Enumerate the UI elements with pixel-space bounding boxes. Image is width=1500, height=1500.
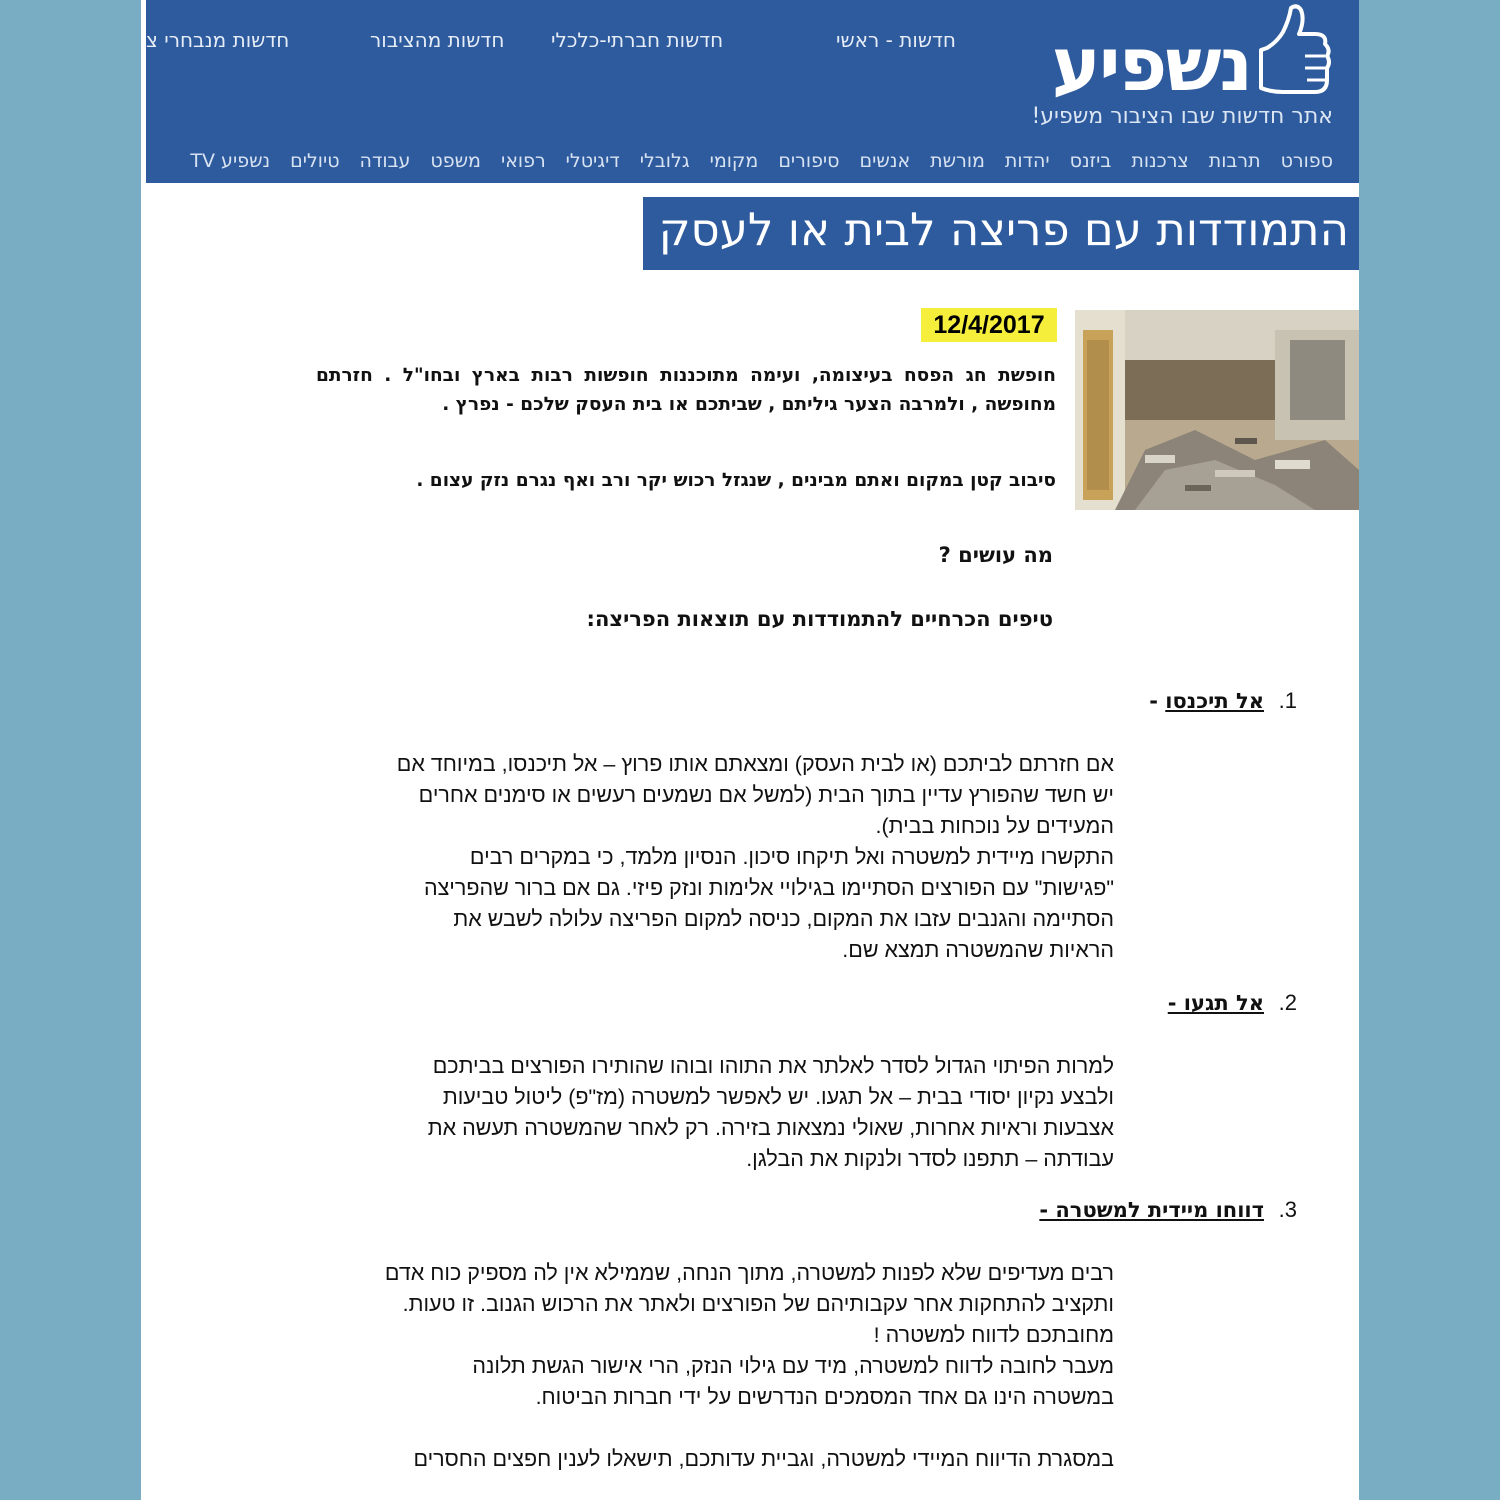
tip-1-line: הראיות שהמשטרה תמצא שם.	[842, 938, 1114, 962]
top-nav-item-social-economic[interactable]: חדשות חברתי-כלכלי	[551, 28, 724, 52]
article-title-bar	[643, 197, 1359, 270]
top-nav-item-news-main[interactable]: חדשות - ראשי	[836, 28, 956, 52]
tip-1-line: התקשרו מיידית למשטרה ואל תיקחו סיכון. הנסיון מלמד, כי במקרים רבים	[469, 845, 1114, 869]
tip-3-line: מעבר לחובה לדווח למשטרה, מיד עם גילוי הנזק, הרי אישור הגשת תלונה	[472, 1354, 1114, 1378]
category-work[interactable]: עבודה	[359, 150, 411, 172]
top-nav-item-public-news[interactable]: חדשות מהציבור	[370, 28, 505, 52]
article-date: 12/4/2017	[921, 308, 1057, 342]
site-masthead	[146, 0, 1359, 183]
tip-3-number: 3.	[1278, 1197, 1297, 1222]
category-local[interactable]: מקומי	[709, 150, 759, 172]
tip-1-heading	[1149, 688, 1297, 714]
closing-paragraph: במסגרת הדיווח המיידי למשטרה, וגביית עדותכם, תישאלו לענין חפצים החסרים	[413, 1447, 1114, 1471]
tip-2-line: עבודתה – תתפנו לסדר ולנקות את הבלגן.	[746, 1147, 1114, 1171]
tip-1-line: הסתיימה והגנבים עזבו את המקום, כניסה למקום הפריצה עלולה לשבש את	[453, 907, 1114, 931]
tip-2-line: אצבעות וראיות אחרות, שאולי נמצאות בזירה. רק לאחר שהמשטרה תעשה את	[427, 1116, 1114, 1140]
article-photo	[1075, 310, 1359, 510]
thumbs-up-icon	[1253, 4, 1333, 96]
tip-3-line: במשטרה הינו גם אחד המסמכים הנדרשים על ידי חברות הביטוח.	[535, 1385, 1114, 1409]
tip-1-line: המעידים על נוכחות בבית).	[875, 814, 1114, 838]
site-logo[interactable]: נשפיע	[1051, 22, 1251, 108]
top-navigation	[146, 28, 1006, 58]
category-law[interactable]: משפט	[430, 150, 481, 172]
tip-1-title: אל תיכנסו	[1165, 689, 1264, 713]
category-judaism[interactable]: יהדות	[1004, 150, 1050, 172]
article-intro-paragraph-2: סיבוב קטן במקום ואתם מבינים , שנגזל רכוש יקר ורב ואף נגרם נזק עצום .	[416, 470, 1056, 491]
category-culture[interactable]: תרבות	[1208, 150, 1261, 172]
site-tagline: אתר חדשות שבו הציבור משפיע!	[1031, 104, 1333, 129]
tip-1-line: יש חשד שהפורץ עדיין בתוך הבית (למשל אם נשמעים רעשים או סימנים אחרים	[418, 783, 1114, 807]
category-tv[interactable]: נשפיע TV	[190, 150, 271, 172]
question-heading: מה עושים ?	[938, 543, 1053, 567]
tip-3-body	[385, 1258, 1114, 1413]
category-digital[interactable]: דיגיטלי	[565, 150, 620, 172]
tip-3-heading	[1039, 1197, 1297, 1223]
tips-heading: טיפים הכרחיים להתמודדות עם תוצאות הפריצה:	[586, 607, 1053, 631]
tip-2-body	[428, 1051, 1114, 1175]
category-medical[interactable]: רפואי	[500, 150, 546, 172]
tip-1-body	[397, 749, 1114, 966]
tip-1-line: "פגישות" עם הפורצים הסתיימו בגילויי אלימות ונזק פיזי. גם אם ברור שהפריצה	[423, 876, 1114, 900]
category-sport[interactable]: ספורט	[1280, 150, 1333, 172]
tip-2-line: ולבצע נקיון יסודי בבית – אל תגעו. יש לאפשר למשטרה (מז"פ) ליטול טביעות	[442, 1085, 1114, 1109]
tip-1-line: אם חזרתם לביתכם (או לבית העסק) ומצאתם אותו פרוץ – אל תיכנסו, במיוחד אם	[396, 752, 1114, 776]
tip-2-title: אל תגעו -	[1167, 991, 1264, 1015]
tip-1-number: 1.	[1278, 688, 1297, 713]
tip-2-number: 2.	[1278, 990, 1297, 1015]
category-heritage[interactable]: מורשת	[930, 150, 985, 172]
category-people[interactable]: אנשים	[859, 150, 911, 172]
category-trips[interactable]: טיולים	[290, 150, 340, 172]
tip-2-line: למרות הפיתוי הגדול לסדר לאלתר את התוהו ובוהו שהותירו הפורצים בביתכם	[432, 1054, 1114, 1078]
top-nav-item-elected-news[interactable]: חדשות מנבחרי צ	[146, 28, 290, 52]
tip-3-line: רבים מעדיפים שלא לפנות למשטרה, מתוך הנחה, שממילא אין לה מספיק כוח אדם	[384, 1261, 1114, 1285]
tip-1-dash: -	[1149, 689, 1166, 713]
article-intro-paragraph: חופשת חג הפסח בעיצומה, ועימה מתוכננות חופשות רבות בארץ ובחו"ל . חזרתם מחופשה , ולמרבה הצער גיליתם , שביתכם או בית העסק שלכם - נפרץ .	[316, 365, 1056, 415]
category-business[interactable]: ביזנס	[1069, 150, 1112, 172]
tip-3-line: ותקציב להתחקות אחר עקבותיהם של הפורצים ולאתר את הרכוש הגנוב. זו טעות.	[402, 1292, 1114, 1316]
tip-2-heading	[1168, 990, 1297, 1016]
tip-3-title: דווחו מיידית למשטרה -	[1039, 1198, 1264, 1222]
scanned-page	[141, 0, 1359, 1500]
tip-3-line: מחובתכם לדווח למשטרה !	[873, 1323, 1114, 1347]
category-consumer[interactable]: צרכנות	[1131, 150, 1189, 172]
category-global[interactable]: גלובלי	[639, 150, 690, 172]
article-title: התמודדות עם פריצה לבית או לעסק	[658, 203, 1349, 256]
category-navigation	[190, 150, 1333, 172]
category-stories[interactable]: סיפורים	[778, 150, 840, 172]
